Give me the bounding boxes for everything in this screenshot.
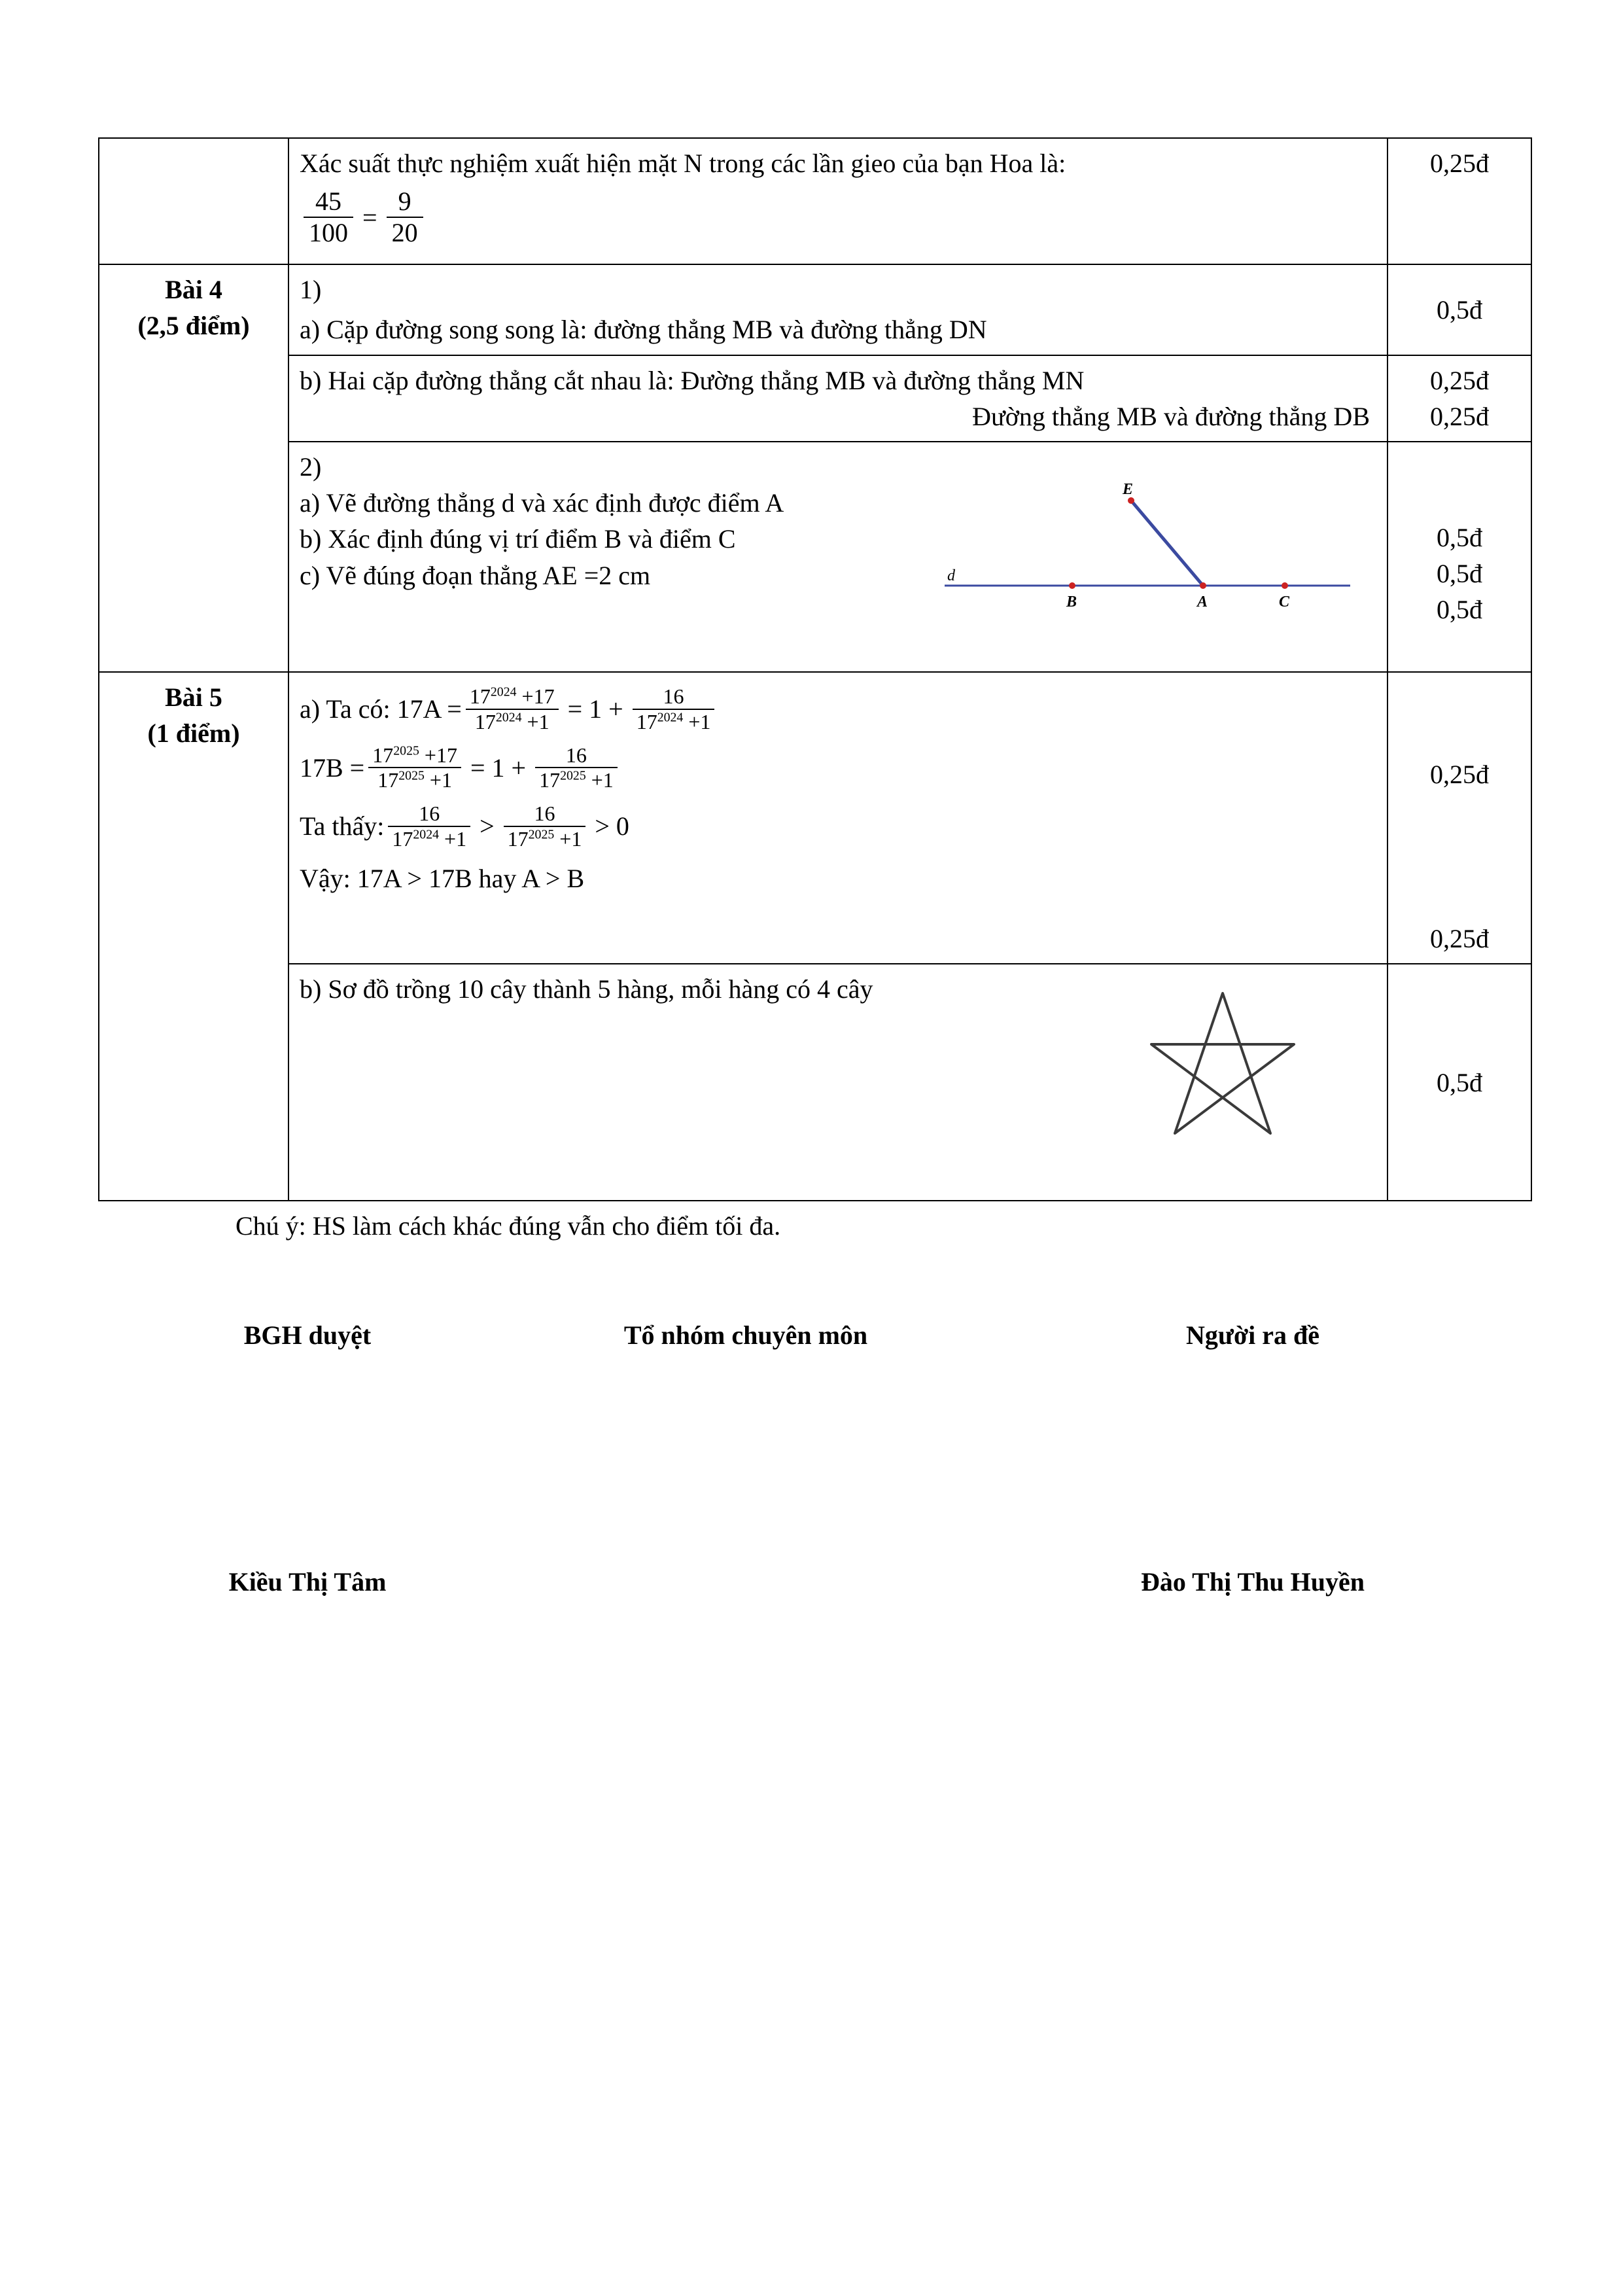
svg-text:E: E — [1123, 482, 1134, 498]
equation-17B — [300, 743, 1376, 793]
bai5-label-cell: Bài 5 (1 điểm) — [99, 672, 288, 1201]
score-2: 0,25đ — [1430, 401, 1489, 431]
greater-than-zero: > 0 — [595, 811, 629, 841]
fraction-17B-2: $\frac{16}{17^{2025} +1}$ — [535, 743, 618, 793]
score-cell: 0,5đ — [1387, 964, 1531, 1201]
score-cell — [1387, 442, 1531, 672]
signature-name-3: Đào Thị Thu Huyền — [1140, 1567, 1365, 1597]
signature-names-row — [98, 1566, 1531, 1597]
probability-equation — [300, 186, 1376, 248]
table-row — [99, 672, 1531, 964]
table-row — [99, 355, 1531, 442]
score-1: 0,25đ — [1430, 759, 1489, 789]
signature-titles-row — [98, 1320, 1531, 1351]
fraction-17A-2: $\frac{16}{17^{2024} +1}$ — [633, 684, 715, 734]
score-cell — [1387, 355, 1531, 442]
answer-key-table — [98, 137, 1532, 1201]
table-row — [99, 964, 1531, 1201]
probability-text: Xác suất thực nghiệm xuất hiện mặt N trong các lần gieo của bạn Hoa là: — [300, 149, 1066, 178]
footer-note: Chú ý: HS làm cách khác đúng vẫn cho điểm tối đa. — [236, 1211, 781, 1241]
five-pointed-star-figure — [1141, 981, 1304, 1145]
fraction-17B-1: $\frac{17^{2025} +17}{17^{2025} +1}$ — [368, 743, 461, 793]
bai5-partb-text: b) Sơ đồ trồng 10 cây thành 5 hàng, mỗi hàng có 4 cây — [300, 974, 873, 1004]
table-row — [99, 264, 1531, 355]
score-b: 0,5đ — [1437, 559, 1482, 589]
lead-tathay: Ta thấy: — [300, 811, 385, 841]
fraction-cmp-2: $\frac{16}{17^{2025} +1}$ — [504, 802, 586, 851]
bai4-part2a-text: a) Vẽ đường thẳng d và xác định được điểm A — [300, 488, 784, 518]
equals-one-plus: = 1 + — [567, 694, 623, 724]
svg-text:B: B — [1066, 593, 1077, 610]
fraction-45-100: $\frac{45}{100}$ — [304, 186, 353, 248]
bai4-part1b-cell — [288, 355, 1387, 442]
bai4-part2-heading: 2) — [300, 451, 322, 482]
signature-title-nguoi-ra-de: Người ra đề — [1186, 1320, 1319, 1351]
signature-title-bgh: BGH duyệt — [243, 1320, 372, 1351]
fraction-17A-1: $\frac{17^{2024} +17}{17^{2024} +1}$ — [466, 684, 559, 734]
svg-text:d: d — [947, 567, 955, 584]
equation-17A — [300, 684, 1376, 734]
score-cell: 0,5đ — [1387, 264, 1531, 355]
svg-text:C: C — [1279, 593, 1290, 610]
fraction-cmp-1: $\frac{16}{17^{2024} +1}$ — [388, 802, 470, 851]
equals-one-plus-2: = 1 + — [470, 752, 527, 783]
score-c: 0,5đ — [1437, 595, 1482, 625]
lead-17A: a) Ta có: 17A = — [300, 694, 462, 724]
bai5-part-a-cell — [288, 672, 1387, 964]
bai4-part2b-text: b) Xác định đúng vị trí điểm B và điểm C — [300, 524, 736, 554]
greater-than-sign: > — [480, 811, 495, 841]
lead-17B: 17B = — [300, 752, 365, 783]
equation-comparison — [300, 802, 1376, 851]
table-row — [99, 442, 1531, 672]
signature-name-2 — [517, 1566, 975, 1597]
score-a: 0,5đ — [1437, 522, 1482, 552]
fraction-9-20: $\frac{9}{20}$ — [387, 186, 423, 248]
score-cell — [1387, 672, 1531, 964]
bai5-conclusion: Vậy: 17A > 17B hay A > B — [300, 863, 585, 893]
probability-answer-cell — [288, 138, 1387, 264]
empty-label-cell — [99, 138, 288, 264]
signature-title-to-nhom: Tổ nhóm chuyên môn — [623, 1320, 868, 1351]
bai4-part2c-text: c) Vẽ đúng đoạn thẳng AE =2 cm — [300, 560, 651, 590]
bai4-part1b-line1: b) Hai cặp đường thẳng cắt nhau là: Đường thẳng MB và đường thẳng MN — [300, 365, 1085, 395]
table-row — [99, 138, 1531, 264]
equals-sign: = — [362, 202, 377, 232]
line-d-with-points-figure — [938, 482, 1357, 620]
bai4-part1-cell — [288, 264, 1387, 355]
bai5-part-b-cell — [288, 964, 1387, 1201]
bai4-part1a-text: a) Cặp đường song song là: đường thẳng MB và đường thẳng DN — [300, 315, 987, 345]
score-1: 0,25đ — [1430, 365, 1489, 395]
score-cell: 0,25đ — [1387, 138, 1531, 264]
bai4-label-cell: Bài 4 (2,5 điểm) — [99, 264, 288, 672]
bai4-part2-cell — [288, 442, 1387, 672]
score-2: 0,25đ — [1430, 924, 1489, 954]
bai4-part1-heading: 1) — [300, 275, 322, 305]
signature-name-1: Kiều Thị Tâm — [228, 1567, 387, 1597]
svg-text:A: A — [1197, 593, 1208, 610]
bai4-part1b-line2: Đường thẳng MB và đường thẳng DB — [972, 401, 1370, 431]
